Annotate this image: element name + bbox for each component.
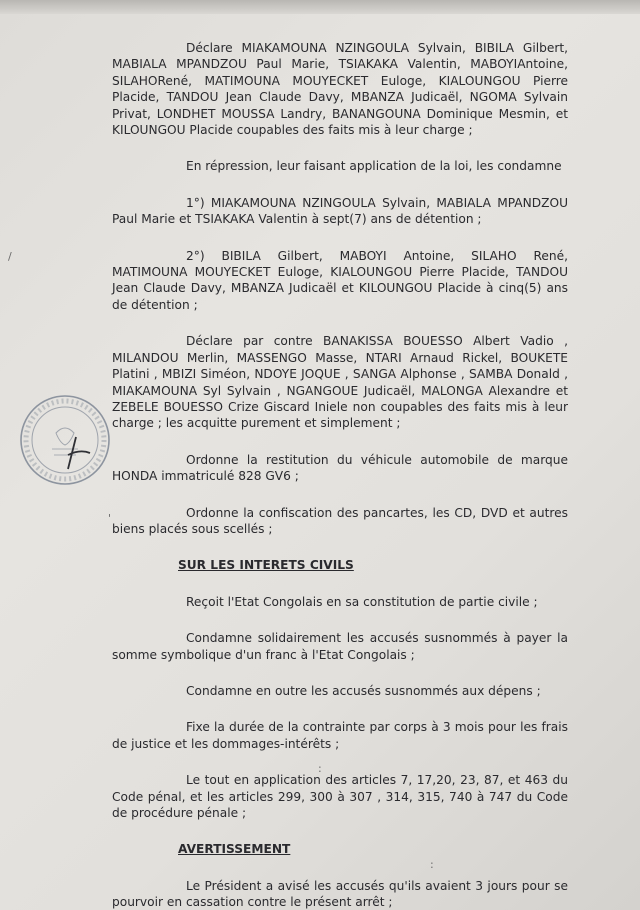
paragraph-constraint: Fixe la durée de la contrainte par corps à 3 mois pour les frais de justice et les dommages-intérêts ;: [112, 720, 568, 751]
heading-warning: AVERTISSEMENT: [178, 842, 291, 857]
paragraph-sentence-five: 2°) BIBILA Gilbert, MABOYI Antoine, SILAHO René, MATIMOUNA MOUYECKET Euloge, KIALOUNGOU Pierre Placide, TANDOU Jean Claude Davy, MBANZA Judicaël et KILOUNGOU Placide à cinq(5) ans de détention ;: [112, 248, 568, 312]
paragraph-costs: Condamne en outre les accusés susnommés aux dépens ;: [186, 683, 541, 698]
paragraph-restitution: Ordonne la restitution du véhicule automobile de marque HONDA immatriculé 828 GV6 ;: [112, 452, 568, 484]
margin-mark: ': [108, 512, 112, 525]
paragraph-civil-party: Reçoit l'Etat Congolais en sa constitution de partie civile ;: [186, 594, 538, 609]
heading-civil-interests: SUR LES INTERETS CIVILS: [178, 558, 354, 573]
paragraph-cassation: Le Président a avisé les accusés qu'ils avaient 3 jours pour se pourvoir en cassation contre le présent arrêt ;: [112, 878, 568, 910]
paragraph-articles: Le tout en application des articles 7, 17,20, 23, 87, et 463 du Code pénal, et les articles 299, 300 à 307 , 314, 315, 740 à 747 du Code de procédure pénale ;: [112, 773, 568, 820]
paragraph-symbolic-franc: Condamne solidairement les accusés susnommés à payer la somme symbolique d'un franc à l'Etat Congolais ;: [112, 631, 568, 662]
court-seal-stamp: [18, 393, 112, 487]
paragraph-sentence-seven: 1°) MIAKAMOUNA NZINGOULA Sylvain, MABIALA MPANDZOU Paul Marie et TSIAKAKA Valentin à sept(7) ans de détention ;: [112, 195, 568, 227]
margin-mark: :: [318, 762, 322, 775]
paragraph-guilty: Déclare MIAKAMOUNA NZINGOULA Sylvain, BIBILA Gilbert, MABIALA MPANDZOU Paul Marie, TSIAKAKA Valentin, MABOYIAntoine, SILAHORené, MATIMOUNA MOUYECKET Euloge, KIALOUNGOU Pierre Placide, TANDOU Jean Claude Davy, MBANZA Judicaël, NGOMA Sylvain Privat, LONDHET MOUSSA Landry, BANANGOUNA Dominique Mesmin, et KILOUNGOU Placide coupables des faits mis à leur charge ;: [112, 41, 568, 138]
margin-mark: :: [430, 858, 434, 871]
margin-mark: /: [8, 250, 12, 263]
paragraph-confiscation: Ordonne la confiscation des pancartes, les CD, DVD et autres biens placés sous scellés ;: [112, 505, 568, 536]
paragraph-acquittal: Déclare par contre BANAKISSA BOUESSO Albert Vadio , MILANDOU Merlin, MASSENGO Masse, NTARI Arnaud Rickel, BOUKETE Platini , MBIZI Siméon, NDOYE JOQUE , SANGA Alphonse , SAMBA Donald , MIAKAMOUNA Syl Sylvain , NGANGOUE Judicaël, MALONGA Alexandre et ZEBELE BOUESSO Crize Giscard Iniele non coupables des faits mis à leur charge ; les acquitte purement et simplement ;: [112, 334, 568, 431]
paragraph-repression: En répression, leur faisant application de la loi, les condamne: [186, 159, 562, 174]
document-body: [112, 40, 568, 910]
page-fold-shadow: [0, 0, 640, 14]
